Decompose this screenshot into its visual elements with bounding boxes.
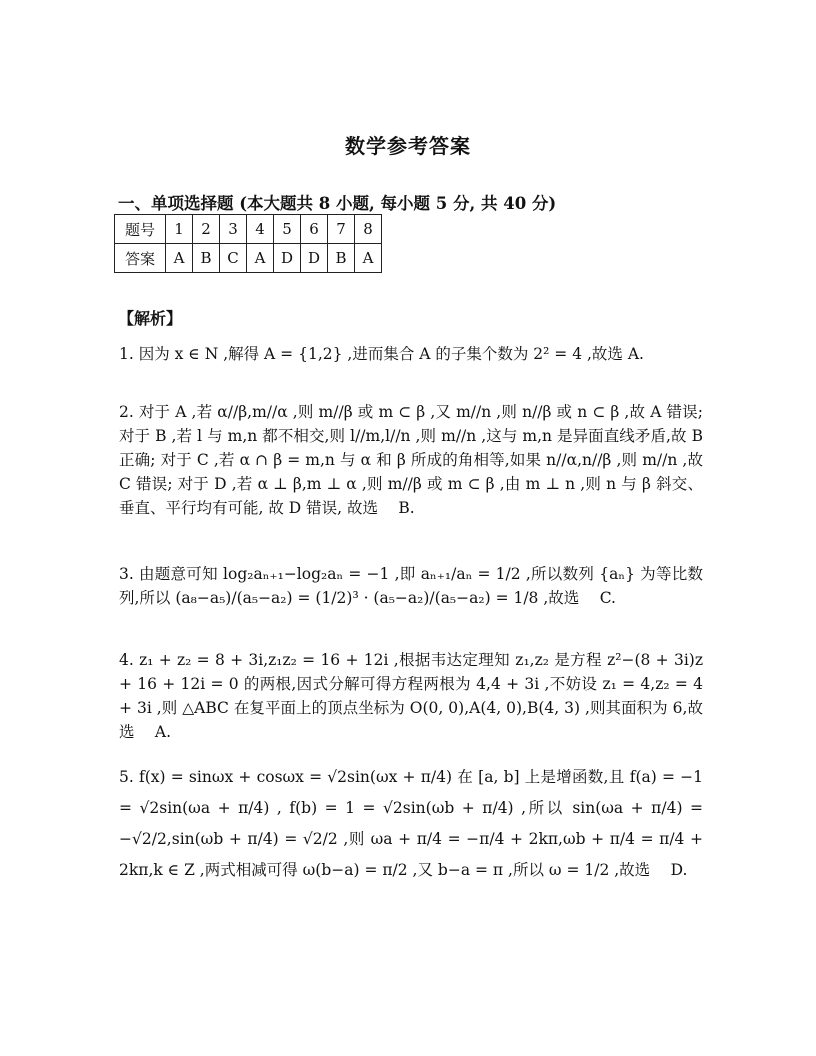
answer-cell: D xyxy=(301,244,328,273)
question-number-cell: 5 xyxy=(274,215,301,244)
question-number-cell: 7 xyxy=(328,215,355,244)
page-title: 数学参考答案 xyxy=(345,134,471,158)
question-number-cell: 1 xyxy=(166,215,193,244)
answer-table xyxy=(114,214,382,273)
answer-cell: A xyxy=(247,244,274,273)
answer-cell: A xyxy=(355,244,382,273)
table-row-label: 题号 xyxy=(115,215,166,244)
answer-cell: C xyxy=(220,244,247,273)
question-number-cell: 6 xyxy=(301,215,328,244)
question-number-cell: 4 xyxy=(247,215,274,244)
question-number-cell: 2 xyxy=(193,215,220,244)
analysis-heading: 【解析】 xyxy=(118,309,183,328)
solution-text: 4. z₁ + z₂ = 8 + 3i,z₁z₂ = 16 + 12i ,根据韦达定理知 z₁,z₂ 是方程 z²−(8 + 3i)z + 16 + 12i = 0 的两根,因式分解可得方程两根为 4,4 + 3i ,不妨设 z₁ = 4,z₂ = 4 + 3i ,则 △ABC 在复平面上的顶点坐标为 O(0, 0),A(4, 0),B(4, 3) ,则其面积为 6,故选 A. xyxy=(119,651,703,741)
section-heading: 一、单项选择题 (本大题共 8 小题, 每小题 5 分, 共 40 分) xyxy=(118,194,557,213)
question-number-cell: 8 xyxy=(355,215,382,244)
answer-cell: B xyxy=(328,244,355,273)
table-row xyxy=(115,215,382,244)
question-number-cell: 3 xyxy=(220,215,247,244)
solution-1 xyxy=(119,342,703,366)
answer-cell: D xyxy=(274,244,301,273)
solution-5 xyxy=(119,762,703,886)
solution-2 xyxy=(119,400,703,520)
answer-cell: A xyxy=(166,244,193,273)
table-row xyxy=(115,244,382,273)
solution-text: 1. 因为 x ∈ N ,解得 A = {1,2} ,进而集合 A 的子集个数为 2² = 4 ,故选 A. xyxy=(119,345,644,363)
solution-text: 3. 由题意可知 log₂aₙ₊₁−log₂aₙ = −1 ,即 aₙ₊₁/aₙ = 1/2 ,所以数列 {aₙ} 为等比数列,所以 (a₈−a₅)/(a₅−a₂) = (1/2)³ · (a₅−a₂)/(a₅−a₂) = 1/8 ,故选 C. xyxy=(119,565,703,607)
answer-cell: B xyxy=(193,244,220,273)
solution-text: 5. f(x) = sinωx + cosωx = √2sin(ωx + π/4) 在 [a, b] 上是增函数,且 f(a) = −1 = √2sin(ωa + π/4) , f(b) = 1 = √2sin(ωb + π/4) ,所以 sin(ωa + π/4) = −√2/2,sin(ωb + π/4) = √2/2 ,则 ωa + π/4 = −π/4 + 2kπ,ωb + π/4 = π/4 + 2kπ,k ∈ Z ,两式相减可得 ω(b−a) = π/2 ,又 b−a = π ,所以 ω = 1/2 ,故选 D. xyxy=(119,768,703,879)
solution-4 xyxy=(119,648,703,744)
solution-3 xyxy=(119,562,703,610)
solution-text: 2. 对于 A ,若 α//β,m//α ,则 m//β 或 m ⊂ β ,又 m//n ,则 n//β 或 n ⊂ β ,故 A 错误; 对于 B ,若 l 与 m,n 都不相交,则 l//m,l//n ,则 m//n ,这与 m,n 是异面直线矛盾,故 B 正确; 对于 C ,若 α ∩ β = m,n 与 α 和 β 所成的角相等,如果 n//α,n//β ,则 m//n ,故 C 错误; 对于 D ,若 α ⊥ β,m ⊥ α ,则 m//β 或 m ⊂ β ,由 m ⊥ n ,则 n 与 β 斜交、垂直、平行均有可能, 故 D 错误, 故选 B. xyxy=(119,403,703,517)
table-row-label: 答案 xyxy=(115,244,166,273)
